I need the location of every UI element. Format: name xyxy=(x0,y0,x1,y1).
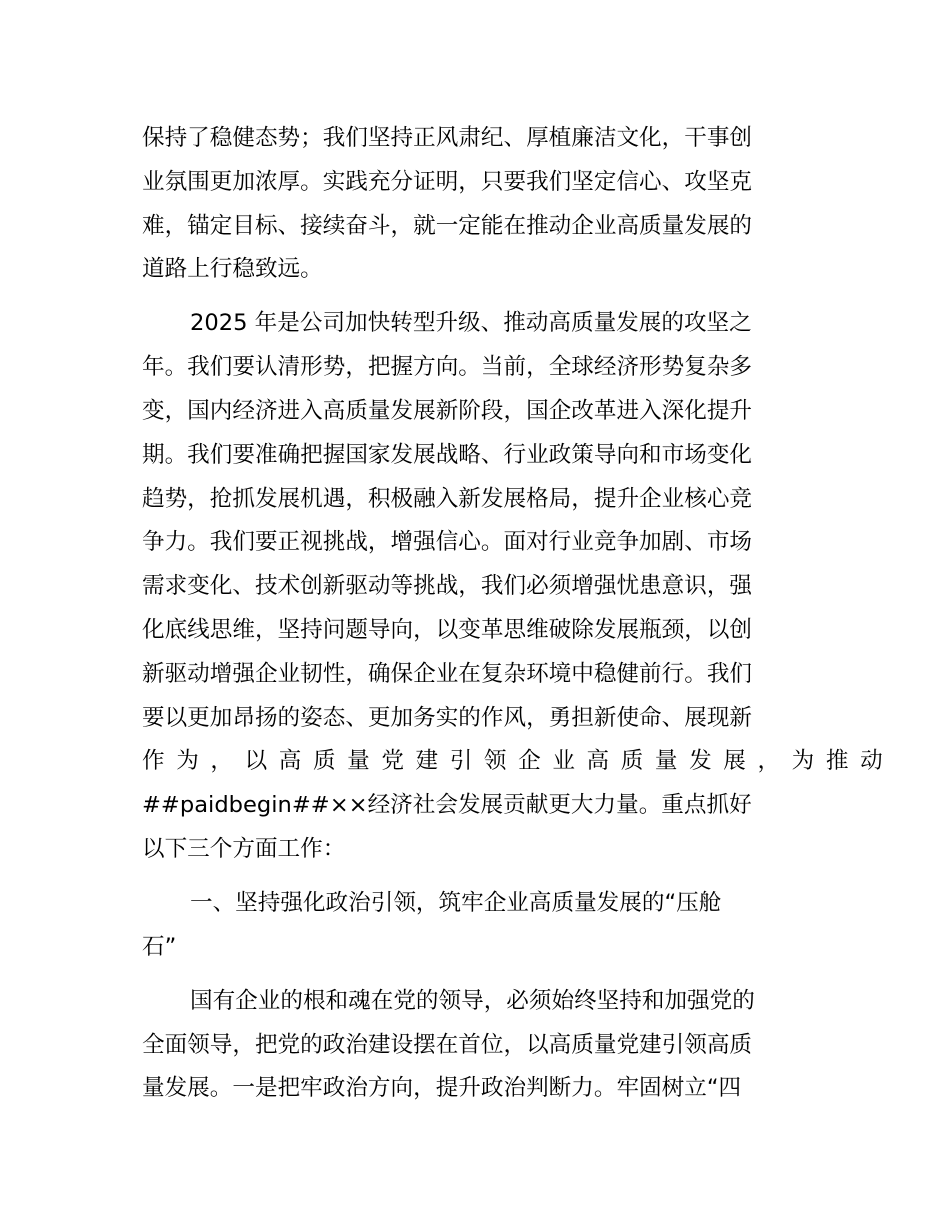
text-line: 年。我们要认清形势，把握方向。当前，全球经济形势复杂多 xyxy=(142,354,753,381)
text-line: ##paidbegin##××经济社会发展贡献更大力量。重点抓好 xyxy=(142,792,752,819)
text-line: 2025 年是公司加快转型升级、推动高质量发展的攻坚之 xyxy=(190,310,752,337)
text-line: 化底线思维，坚持问题导向，以变革思维破除发展瓶颈，以创 xyxy=(142,616,753,643)
text-line: 以下三个方面工作： xyxy=(142,835,346,862)
text-line: 量发展。一是把牢政治方向，提升政治判断力。牢固树立“四 xyxy=(142,1075,742,1102)
text-line: 一、坚持强化政治引领，筑牢企业高质量发展的“压舱 xyxy=(190,889,722,916)
section-heading-1 xyxy=(142,882,810,970)
text-line: 变，国内经济进入高质量发展新阶段，国企改革进入深化提升 xyxy=(142,397,753,424)
document-body xyxy=(142,117,895,1121)
text-line: 道路上行稳致远。 xyxy=(142,256,323,283)
text-line: 保持了稳健态势；我们坚持正风肃纪、厚植廉洁文化，干事创 xyxy=(142,125,753,151)
text-line: 全面领导，把党的政治建设摆在首位，以高质量党建引领高质 xyxy=(142,1031,753,1058)
text-line: 趋势，抢抓发展机遇，积极融入新发展格局，提升企业核心竞 xyxy=(142,485,753,512)
paragraph-2025-outlook xyxy=(142,302,895,871)
text-line: 需求变化、技术创新驱动等挑战，我们必须增强忧患意识，强 xyxy=(142,573,753,600)
text-line: 争力。我们要正视挑战，增强信心。面对行业竞争加剧、市场 xyxy=(142,529,753,556)
text-line: 石” xyxy=(142,933,177,960)
text-line-justified: 作为，以高质量党建引领企业高质量发展，为推动 xyxy=(142,748,895,775)
paragraph-continuation xyxy=(142,117,810,292)
text-line: 期。我们要准确把握国家发展战略、行业政策导向和市场变化 xyxy=(142,441,753,468)
text-line: 新驱动增强企业韧性，确保企业在复杂环境中稳健前行。我们 xyxy=(142,660,753,687)
text-line: 要以更加昂扬的姿态、更加务实的作风，勇担新使命、展现新 xyxy=(142,704,753,731)
text-line: 国有企业的根和魂在党的领导，必须始终坚持和加强党的 xyxy=(190,987,755,1014)
text-line: 业氛围更加浓厚。实践充分证明，只要我们坚定信心、攻坚克 xyxy=(142,168,753,195)
paragraph-party-leadership xyxy=(142,980,810,1111)
text-line: 难，锚定目标、接续奋斗，就一定能在推动企业高质量发展的 xyxy=(142,212,753,239)
